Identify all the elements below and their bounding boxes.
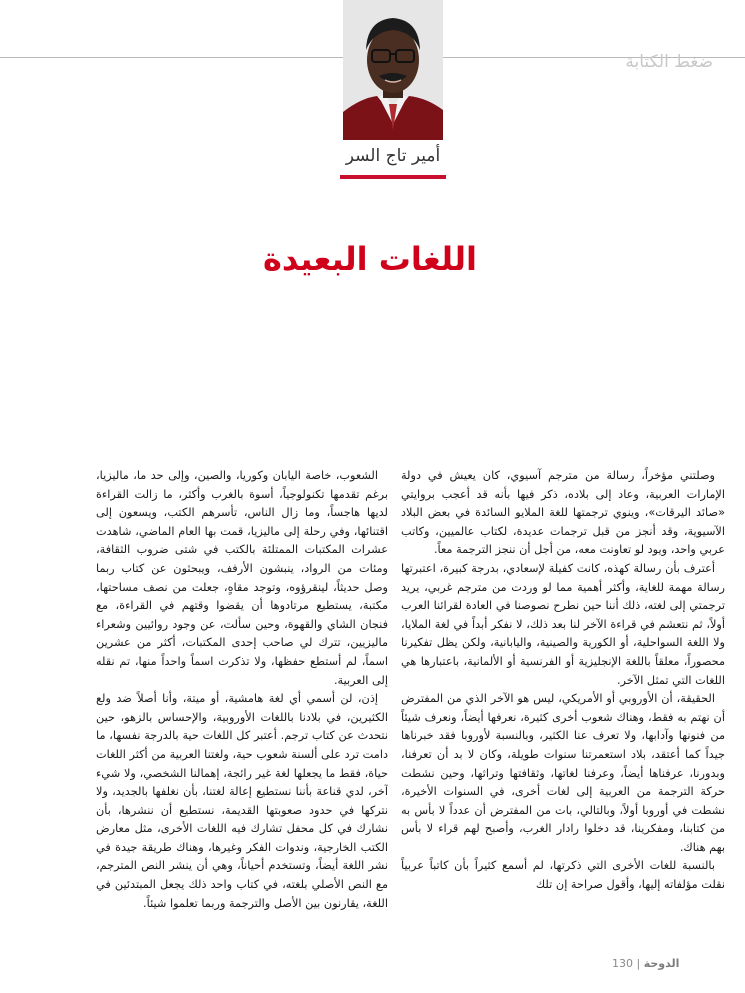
author-name: أمير تاج السر: [345, 146, 441, 166]
paragraph: الحقيقة، أن الأوروبي أو الأمريكي، ليس هو الآخر الذي من المفترض أن نهتم به فقط، وهناك شعوب أخرى كثيرة، نعرفها أيضاً، ونعرف شيئاً من فنونها وآدابها، ولا تعرف عنا الكثير، وبالنسبة لأوروبا فقد خبرناها جيداً كما أعتقد، بلاد استعمرتنا سنوات طويلة، وكان لا بد أن تعرفنا، وبدورنا، عرفناها أيضاً، وعرفنا لغاتها، وثقافتها وتراثها، وحين نشطت حركة الترجمة من العربية إلى لغات أخرى، في السنوات الأخيرة، نشطت في أوروبا أولاً، وبالتالي، بات من المفترض أن عدداً لا بأس به من كتابنا، ومفكرينا، قد دخلوا رادار الغرب، وأصبح لهم قراء لا بأس بهم هناك.: [401, 692, 725, 854]
magazine-name: الدوحة: [643, 957, 680, 970]
article-title: اللغات البعيدة: [263, 240, 477, 278]
section-label: ضغط الكتابة: [625, 52, 713, 72]
paragraph: إذن، لن أسمي أي لغة هامشية، أو ميتة، وأنا أصلاً ضد ولع الكثيرين، في بلادنا باللغات الأوروبية، والإحساس بالزهو، حين نتحدث عن كتاب ترجم. أعتبر كل اللغات حية بالدرجة نفسها، ما دامت ترد على ألسنة شعوب حية، ولغتنا العربية من أكثر اللغات حياة، فقط ما يجعلها لغة غير رائجة، إهمالنا الشخصي، ولا شيء آخر، لدي قناعة بأننا نستطيع إعالة لغتنا، بأن نغلفها بالجديد، ولا نتركها في حدود صعوبتها القديمة، نستطيع أن ننشرها، بأن نشارك في كل محفل تشارك فيه اللغات الأخرى، مثل معارض الكتب الخارجية، وندوات الفكر وغيرها، وهناك طريقة جيدة في نشر اللغة أيضاً، وتستخدم أحياناً، وهي أن ينشر النص المترجم، مع النص الأصلي بلغته، في كتاب واحد ذلك يجعل المبتدئين في اللغة، يقارنون بين الأصل والترجمة وربما تعلموا شيئاً.: [96, 692, 388, 910]
author-photo: [343, 0, 443, 140]
paragraph: الشعوب، خاصة اليابان وكوريا، والصين، وإلى حد ما، ماليزيا، برغم تقدمها تكنولوجياً، أسوة بالغرب وأكثر، ما زالت القراءة لديها هاجساً، وما زال الناس، تأسرهم الكتب، ويسعون إلى اقتنائها، وفي رحلة إلى ماليزيا، قمت بها العام الماضي، شاهدت عشرات المكتبات الممتلئة بالكتب في شتى ضروب الثقافة، ومئات من الرواد، ينبشون الأرفف، ويبحثون عن كتاب ربما وصل حديثاً، لينقرؤوه، وتوجد مقاهٍ، جعلت من نصف مساحتها، مكتبة، يستطيع مرتادوها أن يقضوا وقتهم في القراءة، مع فنجان الشاي والقهوة، وحين سألت، عن وجود روائيين وشعراء ماليزيين، تترك لي صاحب إحدى المكتبات، أكثر من عشرين اسماً، لم أستطع حفظها، ولا تذكرت اسماً واحداً منها، تم نقله إلى العربية.: [96, 469, 388, 687]
paragraph: بالنسبة للغات الأخرى التي ذكرتها، لم أسمع كثيراً بأن كاتباً عربياً نقلت مؤلفاته إليها، وأقول صراحة إن تلك: [401, 859, 725, 892]
page-folio: [612, 957, 679, 970]
folio-separator: |: [633, 957, 641, 970]
paragraph: أعترف بأن رسالة كهذه، كانت كفيلة لإسعادي، بدرجة كبيرة، اعتبرتها رسالة مهمة للغاية، وأكثر أهمية مما لو وردت من مترجم غربي، يريد ترجمتي إلى لغته، ذلك أننا حين نطرح نصوصنا في العادة لقرائنا العرب أولاً، ثم نتعشم في قراءة الآخر لنا بعد ذلك، لا نفكر أبداً في لغة الملايا، ولا اللغة السواحلية، أو الكورية والصينية، واليابانية، ولكن يظل تفكيرنا محصوراً، معلقاً باللغة الإنجليزية أو الفرنسية أو الألمانية، باعتبارها هي اللغات التي تمثل الآخر.: [401, 561, 725, 687]
article-column-right: [401, 467, 725, 943]
paragraph: وصلتني مؤخراً، رسالة من مترجم آسيوي، كان يعيش في دولة الإمارات العربية، وعاد إلى بلاده، ذكر فيها بأنه قد أعجب بروايتي «صائد اليرقات»، وينوي ترجمتها للغة الملايو السائدة في بعض البلاد الآسيوية، وقد أنجز من قبل ترجمات عديدة، لكتاب عالميين، وكاتب عربي واحد، ويود لو تعاونت معه، من أجل أن ننجز الترجمة معاً.: [401, 469, 725, 557]
article-column-left: [96, 467, 388, 943]
page-number: 130: [612, 957, 633, 970]
author-underline: [340, 175, 446, 179]
